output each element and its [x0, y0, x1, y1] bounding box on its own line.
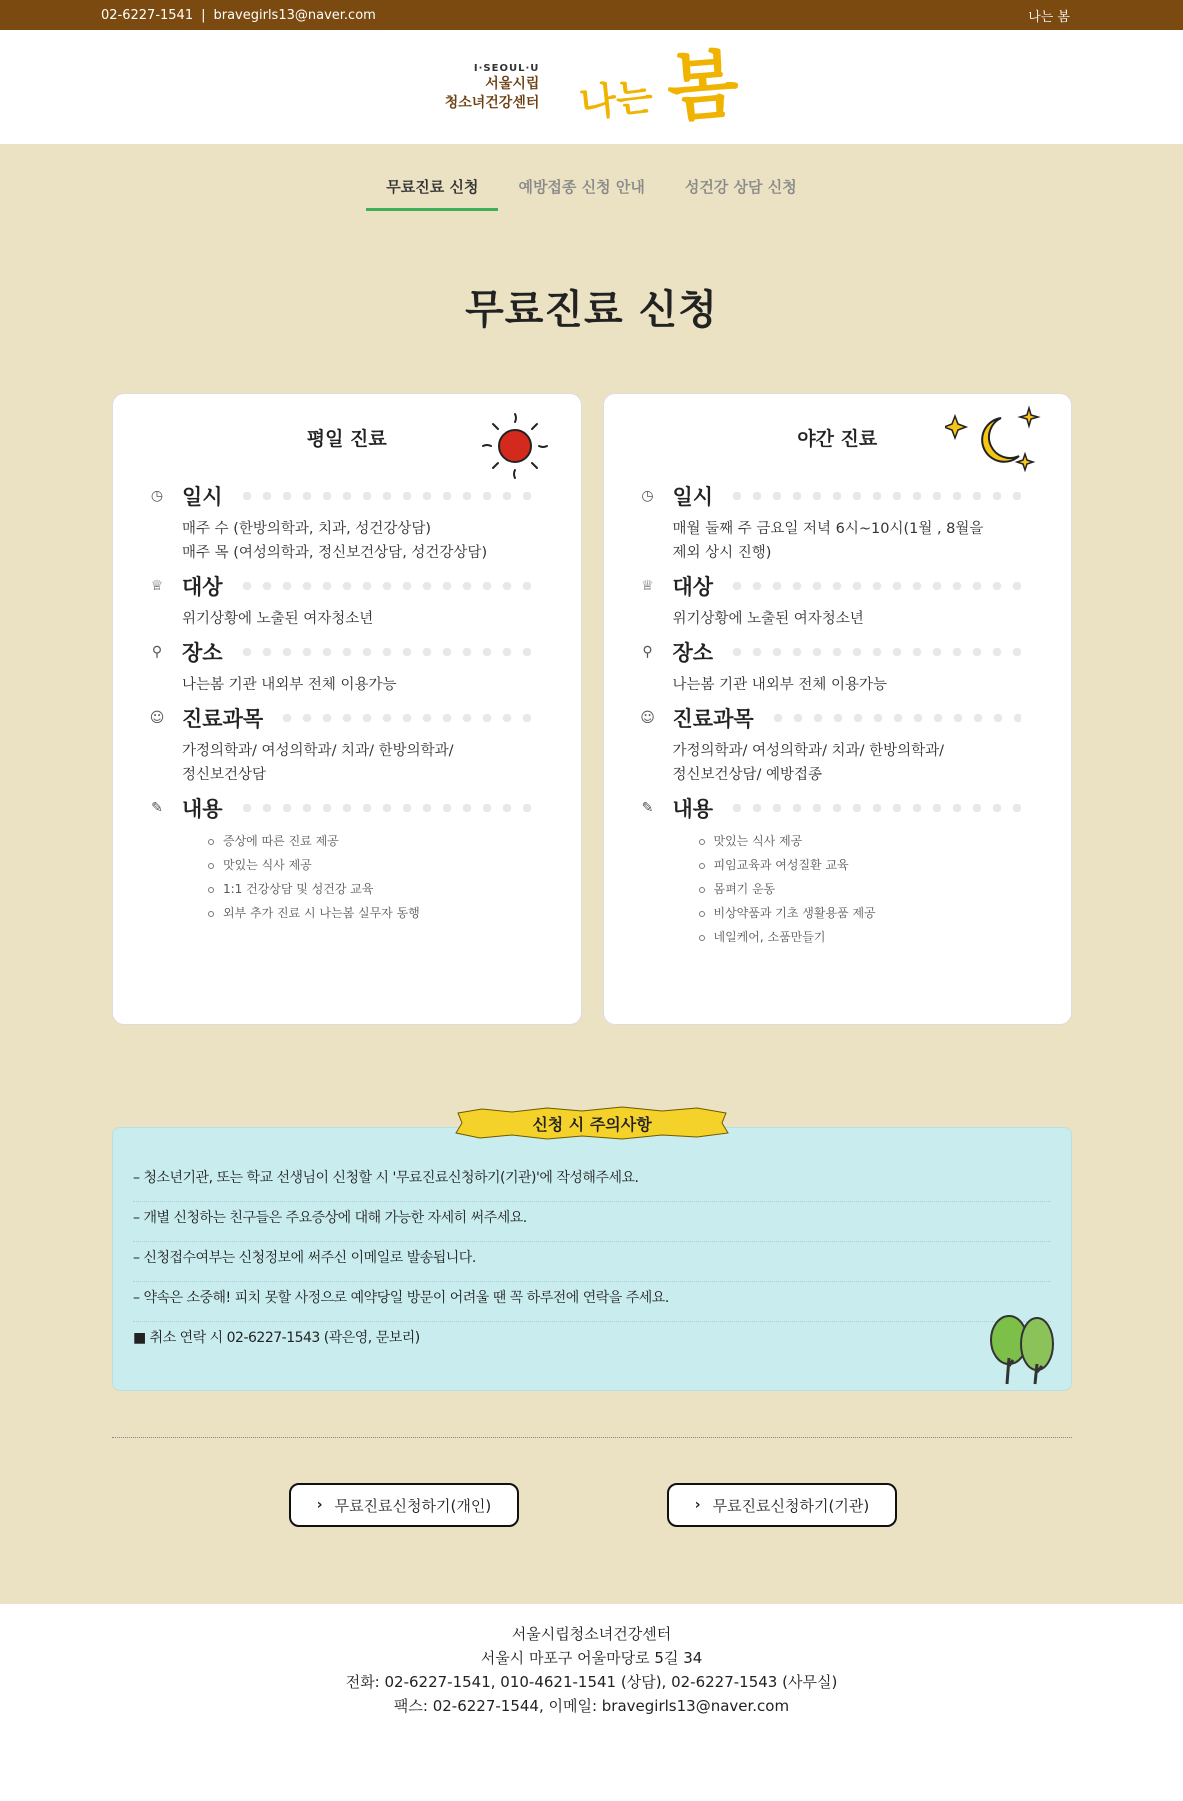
apply-institution-label: 무료진료신청하기(기관): [712, 1496, 870, 1515]
notice-item: – 약속은 소중해! 피치 못할 사정으로 예약당일 방문이 어려울 땐 꼭 하루전에 연락을 주세요.: [133, 1282, 1051, 1322]
moon-icon: [945, 402, 1045, 482]
target-line: 위기상황에 노출된 여자청소년: [182, 611, 374, 627]
subject-line: 가정의학과/ 여성의학과/ 치과/ 한방의학과/: [672, 743, 944, 759]
dotted-divider: [727, 648, 1021, 656]
brand-logo[interactable]: [577, 41, 742, 133]
apply-buttons: [289, 1483, 1183, 1527]
tab-vaccination[interactable]: 예방접종 신청 안내: [518, 178, 645, 196]
section-title: 일시: [182, 485, 223, 509]
content-item: 맛있는 식사 제공: [699, 829, 1072, 853]
date-line: 매주 수 (한방의학과, 치과, 성건강상담): [182, 521, 432, 537]
apply-personal-label: 무료진료신청하기(개인): [334, 1496, 492, 1515]
section-place: [146, 637, 581, 697]
chevron-right-icon: ›: [316, 1497, 323, 1513]
section-title: 대상: [672, 575, 714, 599]
site-header: [0, 30, 1183, 144]
night-card: [603, 393, 1073, 1025]
section-title: 장소: [672, 641, 714, 665]
tab-free-treatment[interactable]: 무료진료 신청: [366, 154, 498, 211]
subject-line: 가정의학과/ 여성의학과/ 치과/ 한방의학과/: [182, 743, 454, 759]
seoul-logo[interactable]: [445, 62, 540, 111]
notice-box: [112, 1127, 1072, 1391]
notice-item: – 청소년기관, 또는 학교 선생님이 신청할 시 '무료진료신청하기(기관)'에 작성해주세요.: [133, 1162, 1051, 1202]
note-icon: ✎: [641, 800, 654, 816]
notice-label-text: 신청 시 주의사항: [532, 1114, 652, 1134]
trees-icon: [987, 1310, 1059, 1386]
content-item: 피임교육과 여성질환 교육: [699, 853, 1072, 877]
section-subject: [637, 703, 1072, 787]
dotted-divider: [237, 804, 531, 812]
section-title: 진료과목: [672, 707, 754, 731]
content-item: 외부 추가 진료 시 나는봄 실무자 동행: [208, 901, 581, 925]
subject-line: 정신보건상담: [182, 767, 267, 783]
apply-personal-button[interactable]: [289, 1483, 519, 1527]
location-icon: ⚲: [151, 644, 163, 660]
section-content: [146, 793, 581, 925]
org-name-line1: 서울시립: [485, 76, 540, 93]
section-subject: [146, 703, 581, 787]
section-title: 진료과목: [182, 707, 264, 731]
doctor-icon: ☺: [640, 710, 655, 726]
section-content: [637, 793, 1072, 949]
footer-address: 서울시 마포구 어울마당로 5길 34: [480, 1649, 703, 1667]
sub-nav-tabs: [0, 144, 1183, 211]
footer-fax-email: 팩스: 02-6227-1544, 이메일: bravegirls13@naver.com: [393, 1697, 790, 1715]
site-footer: [0, 1604, 1183, 1801]
top-phone[interactable]: 02-6227-1541: [101, 7, 194, 23]
dotted-divider: [727, 582, 1021, 590]
section-target: [637, 571, 1072, 631]
notice-item: – 개별 신청하는 친구들은 주요증상에 대해 가능한 자세히 써주세요.: [133, 1202, 1051, 1242]
place-line: 나는봄 기관 내외부 전체 이용가능: [672, 677, 888, 693]
dotted-divider: [727, 804, 1021, 812]
night-title: 야간 진료: [775, 424, 899, 451]
top-contact: [101, 8, 376, 23]
section-title: 내용: [182, 797, 223, 821]
date-line: 매주 목 (여성의학과, 정신보건상담, 성건강상담): [182, 545, 488, 561]
iseoul-logo-text: I·SEOUL·U: [473, 63, 540, 75]
notice-section: [112, 1114, 1072, 1391]
brand-small-text: 나는: [577, 73, 656, 126]
footer-phone: 전화: 02-6227-1541, 010-4621-1541 (상담), 02-6227-1543 (사무실): [345, 1673, 838, 1691]
content-item: 비상약품과 기초 생활용품 제공: [699, 901, 1072, 925]
brand-big-text: 봄: [663, 41, 742, 133]
section-title: 장소: [182, 641, 223, 665]
section-title: 내용: [672, 797, 714, 821]
subject-line: 정신보건상담/ 예방접종: [672, 767, 823, 783]
content-item: 네일케어, 소품만들기: [699, 925, 1072, 949]
tab-sexual-health[interactable]: 성건강 상담 신청: [684, 178, 797, 196]
top-bar: [0, 0, 1183, 30]
dotted-divider: [727, 492, 1021, 500]
badge-icon: ♕: [150, 578, 164, 594]
place-line: 나는봄 기관 내외부 전체 이용가능: [182, 677, 397, 693]
notice-label: [452, 1105, 732, 1141]
weekday-card: [112, 393, 582, 1025]
date-line: 제외 상시 진행): [672, 545, 772, 561]
content-item: 증상에 따른 진료 제공: [208, 829, 581, 853]
dotted-divider: [277, 714, 530, 722]
schedule-cards: [112, 393, 1072, 1025]
top-email[interactable]: bravegirls13@naver.com: [213, 7, 376, 23]
dotted-divider: [237, 492, 531, 500]
content-divider: [112, 1437, 1072, 1438]
top-home-link[interactable]: 나는 봄: [1028, 9, 1070, 25]
footer-org-name: 서울시립청소녀건강센터: [511, 1625, 672, 1643]
section-title: 대상: [182, 575, 223, 599]
chevron-right-icon: ›: [694, 1497, 701, 1513]
page-title: 무료진료 신청: [465, 287, 718, 333]
section-date: [637, 481, 1072, 565]
section-date: [146, 481, 581, 565]
section-title: 일시: [672, 485, 714, 509]
apply-institution-button[interactable]: [667, 1483, 897, 1527]
clock-icon: ◷: [150, 488, 164, 504]
dotted-divider: [768, 714, 1021, 722]
target-line: 위기상황에 노출된 여자청소년: [672, 611, 864, 627]
content-item: 1:1 건강상담 및 성건강 교육: [208, 877, 581, 901]
doctor-icon: ☺: [149, 710, 165, 726]
sun-icon: [481, 406, 551, 482]
notice-cancel-contact: ■ 취소 연락 시 02-6227-1543 (곽은영, 문보리): [133, 1330, 420, 1346]
weekday-title: 평일 진료: [285, 424, 409, 451]
badge-icon: ♕: [641, 578, 654, 594]
note-icon: ✎: [151, 800, 163, 816]
dotted-divider: [237, 582, 531, 590]
top-separator: |: [201, 7, 206, 23]
location-icon: ⚲: [642, 644, 653, 660]
content-item: 맛있는 식사 제공: [208, 853, 581, 877]
section-place: [637, 637, 1072, 697]
content-item: 몸펴기 운동: [699, 877, 1072, 901]
clock-icon: ◷: [641, 488, 654, 504]
date-line: 매월 둘째 주 금요일 저녁 6시~10시(1월 , 8월을: [672, 521, 984, 537]
notice-item: – 신청접수여부는 신청정보에 써주신 이메일로 발송됩니다.: [133, 1242, 1051, 1282]
dotted-divider: [237, 648, 531, 656]
section-target: [146, 571, 581, 631]
org-name-line2: 청소녀건강센터: [444, 94, 540, 111]
